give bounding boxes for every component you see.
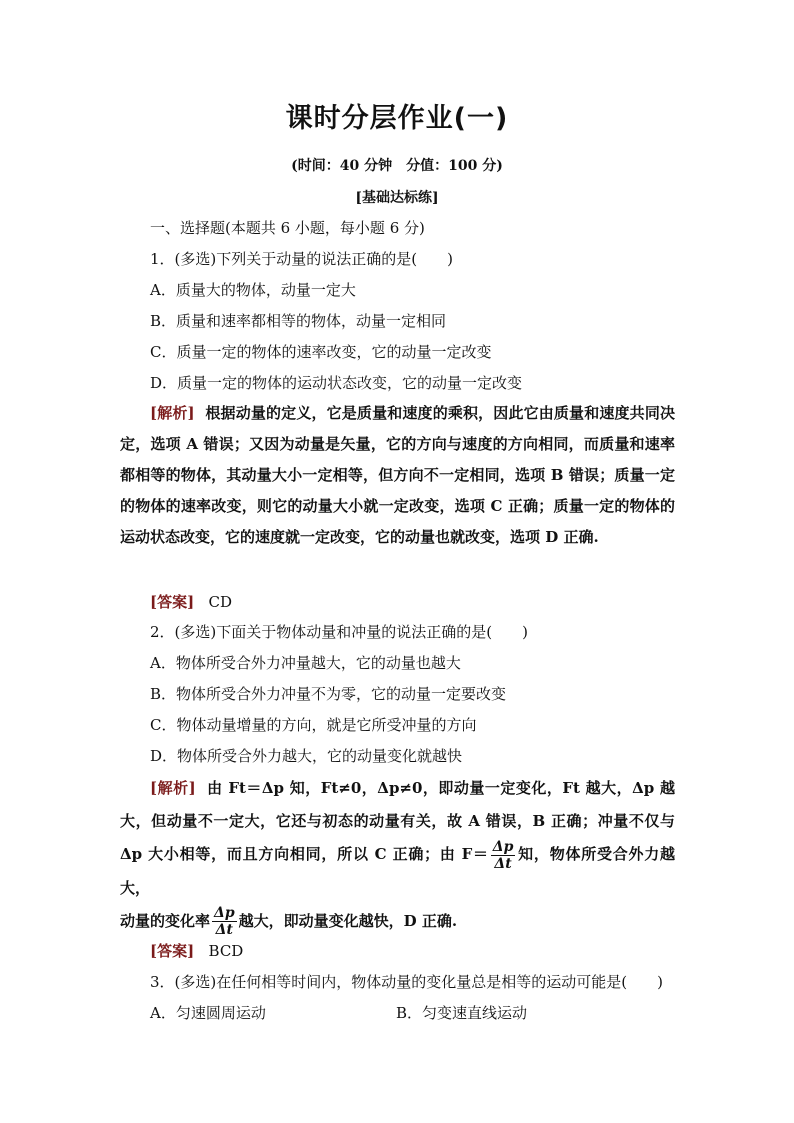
level-tag: [基础达标练] (355, 190, 439, 206)
page-title: 课时分层作业(一) (285, 103, 509, 134)
q2-option-d: D．物体所受合外力越大，它的动量变化就越快 (150, 747, 463, 765)
q1-option-c: C．质量一定的物体的速率改变，它的动量一定改变 (150, 343, 492, 361)
fraction-denominator: Δt (494, 855, 512, 872)
q2-analysis-text-3: 动量的变化率 (120, 911, 211, 930)
analysis-tag: [解析] (150, 779, 196, 797)
q1-option-a: A．质量大的物体，动量一定大 (150, 281, 356, 299)
q2-analysis (120, 772, 675, 938)
section-heading: 一、选择题(本题共 6 小题，每小题 6 分) (150, 219, 425, 237)
q1-stem: 1．(多选)下列关于动量的说法正确的是( ) (150, 250, 453, 268)
q2-option-a: A．物体所受合外力冲量越大，它的动量也越大 (150, 654, 461, 672)
fraction-dp-dt (491, 839, 516, 872)
q3-stem: 3．(多选)在任何相等时间内，物体动量的变化量总是相等的运动可能是( ) (150, 973, 663, 991)
q1-answer-value: CD (208, 593, 233, 611)
fraction-dp-dt-2 (212, 905, 237, 938)
q1-analysis (120, 398, 675, 553)
q2-answer (150, 941, 243, 961)
q1-option-d: D．质量一定的物体的运动状态改变，它的动量一定改变 (150, 374, 523, 392)
q1-analysis-text: 根据动量的定义，它是质量和速度的乘积，因此它由质量和速度共同决定，选项 A 错误；又因为动量是矢量，它的方向与速度的方向相同，而质量和速率都相等的物体，其动量大小一定相等，但方向不一定相同，选项 B 错误；质量一定的物体的速率改变，则它的动量大小就一定改变，选项 C 正确；质量一定的物体的运动状态改变，它的速度就一定改变，它的动量也就改变，选项 D 正确. (120, 404, 675, 546)
answer-tag: [答案] (150, 942, 195, 960)
q1-option-b: B．质量和速率都相等的物体，动量一定相同 (150, 312, 447, 330)
fraction-numerator: Δp (492, 838, 514, 855)
q2-option-b: B．物体所受合外力冲量不为零，它的动量一定要改变 (150, 685, 507, 703)
q3-option-a: A．匀速圆周运动 (150, 1004, 266, 1022)
q2-analysis-text-1: 由 Ft＝Δp 知，Ft≠0，Δp≠0，即动量一定变化，Ft 越大，Δp 越大，但动量不一定大，它还与初态的动量有关，故 A 错误，B 正确；冲量不仅与 Δp 大小相等，而且方向相同，所以 C 正确；由 F＝ (120, 779, 675, 863)
q1-answer (150, 592, 232, 612)
q2-analysis-text-4: 越大，即动量变化越快，D 正确. (238, 911, 458, 930)
fraction-denominator: Δt (215, 922, 234, 938)
q2-stem: 2．(多选)下面关于物体动量和冲量的说法正确的是( ) (150, 623, 528, 641)
q2-answer-value: BCD (208, 942, 244, 960)
q2-analysis-text-2: 知，物体所受合外力越大， (120, 845, 675, 897)
fraction-numerator: Δp (214, 905, 235, 921)
analysis-tag: [解析] (150, 404, 195, 422)
q2-option-c: C．物体动量增量的方向，就是它所受冲量的方向 (150, 716, 477, 734)
q3-option-b: B．匀变速直线运动 (396, 1004, 528, 1022)
time-score-info: (时间：40 分钟 分值：100 分) (291, 158, 503, 174)
answer-tag: [答案] (150, 593, 195, 611)
